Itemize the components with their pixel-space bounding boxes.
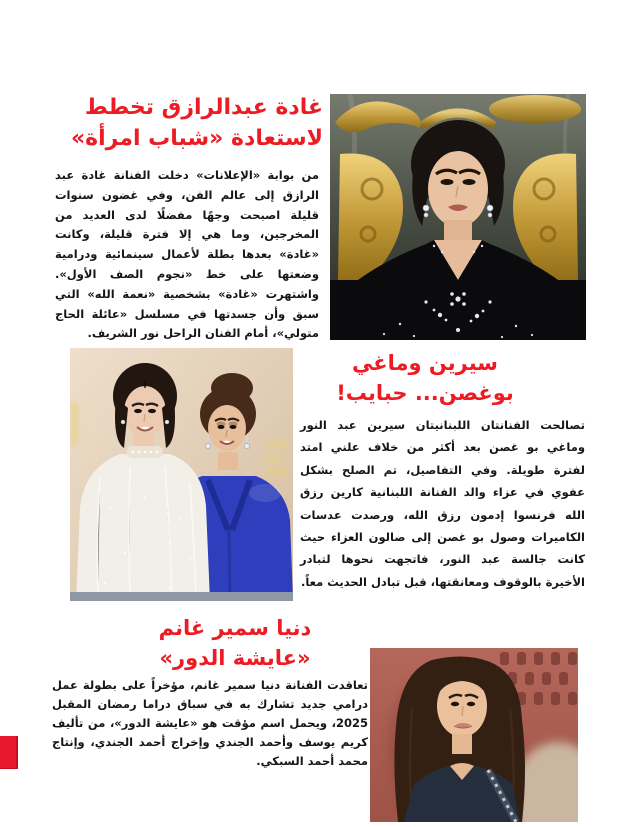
photo-cyrine-maguy-bou-ghosn: [70, 348, 293, 601]
article3-body: تعاقدت الفنانة دنيا سمير غانم، مؤخراً على بطولة عمل درامي جديد تشارك به في سباق دراما رمضان المقبل 2025، ويحمل اسم مؤقت هو «عايشة الدور»، من تأليف كريم يوسف وأحمد الجندي وإخراج أحمد الجندي، وإنتاج محمد أحمد السبكي.: [52, 678, 368, 768]
article2-body: تصالحت الفنانتان اللبنانيتان سيرين عبد النور وماغي بو غصن بعد أكثر من خلاف علني امتد لفترة طويلة. وفي التفاصيل، تم الصلح بشكل عفوي في عزاء والد الفنانة اللبنانية كارين رزق الله فرنسوا إدمون رزق الله، ورصدت عدسات الكاميرات وصول بو غصن إلى صالون العزاء حيث كانت جالسة عبد النور، فاتجهت نحوها لتبادر الأخيرة بالوقوف ومعانقتها، قبل تبادل الحديث معاً.: [300, 418, 585, 589]
article2-headline-line1: سيرين وماغي: [352, 351, 498, 375]
article1-headline-line2: لاستعادة «شباب امرأة»: [70, 126, 323, 151]
photo-donia-samir-ghanem: [370, 648, 578, 822]
article3-headline: [100, 613, 370, 673]
page-accent-square: [0, 736, 18, 769]
article1-body: من بوابة «الإعلانات» دخلت الفنانة غادة عبد الرازق إلى عالم الفن، وفي غضون سنوات قليلة اصبحت وجهًا مفضلًا لدى العديد من المخرجين، وما هي إلا فترة قليلة، وكانت «غادة» بعدها بطلة لأعمال سينمائية ودرامية وضعتها على خط «نجوم الصف الأول». واشتهرت «غادة» بشخصية «نعمة الله» التي سبق وأن جسدتها في مسلسل «عائلة الحاج متولي»، أمام الفنان الراحل نور الشريف.: [55, 168, 319, 341]
article3-headline-line1: دنيا سمير غانم: [158, 616, 312, 640]
article3-headline-line2: «عايشة الدور»: [159, 646, 311, 670]
article1-headline-line1: غادة عبدالرازق تخطط: [84, 95, 323, 120]
ghada-portrait-illustration: [330, 94, 586, 340]
donia-portrait-illustration: [370, 648, 578, 822]
article1-headline: [55, 92, 323, 154]
cyrine-maguy-illustration: [70, 348, 293, 601]
photo-ghada-abdelrazek: [330, 94, 586, 340]
article2-headline-line2: بوغصن... حبايب!: [336, 381, 514, 405]
article2-headline: [333, 348, 517, 408]
